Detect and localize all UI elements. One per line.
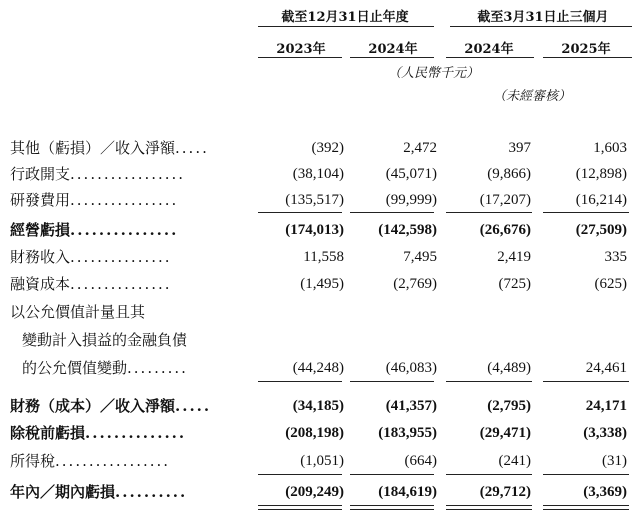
cell-value: (1,495) — [300, 276, 344, 292]
header-rule — [450, 26, 632, 27]
cell-value: (27,509) — [575, 222, 627, 238]
row-label: 其他（虧損）／收入淨額..... — [10, 139, 209, 157]
cell-value: (29,712) — [479, 484, 531, 500]
total-double-rule — [350, 505, 434, 510]
cell-value: 2,472 — [403, 140, 437, 156]
cell-value: (17,207) — [479, 192, 531, 208]
cell-value: 335 — [604, 249, 627, 265]
cell-value: (625) — [594, 276, 627, 292]
cell-value: 397 — [508, 140, 531, 156]
row-label: 年內／期內虧損.......... — [10, 483, 188, 501]
table-row — [0, 300, 640, 324]
row-label: 變動計入損益的金融負債 — [22, 331, 188, 349]
cell-value: (725) — [498, 276, 531, 292]
header-rule — [258, 26, 434, 27]
period-header-year-end: 截至12月31日止年度 — [281, 10, 409, 25]
cell-value: (16,214) — [575, 192, 627, 208]
subtotal-rule — [543, 381, 629, 382]
subtotal-rule — [543, 212, 629, 213]
year-rule — [350, 57, 434, 58]
year-rule — [446, 57, 534, 58]
cell-value: (209,249) — [285, 484, 344, 500]
row-label: 以公允價值計量且其 — [10, 303, 146, 321]
cell-value: (44,248) — [292, 360, 344, 376]
subtotal-rule — [350, 474, 434, 475]
table-row — [0, 136, 640, 160]
table-row — [0, 245, 640, 269]
row-label: 除稅前虧損.............. — [10, 424, 187, 442]
cell-value: (4,489) — [487, 360, 531, 376]
cell-value: (3,369) — [583, 484, 627, 500]
row-label: 財務收入............... — [10, 248, 172, 266]
subtotal-rule — [446, 212, 532, 213]
cell-value: (46,083) — [385, 360, 437, 376]
table-row — [0, 328, 640, 352]
cell-value: (9,866) — [487, 166, 531, 182]
table-row-loss-before-tax — [0, 421, 640, 445]
cell-value: (99,999) — [385, 192, 437, 208]
subtotal-rule — [446, 474, 532, 475]
subtotal-rule — [543, 474, 629, 475]
cell-value: (2,795) — [487, 398, 531, 414]
cell-value: (3,338) — [583, 425, 627, 441]
subtotal-rule — [350, 212, 434, 213]
row-label: 融資成本............... — [10, 275, 172, 293]
table-row — [0, 162, 640, 186]
cell-value: (174,013) — [285, 222, 344, 238]
year-header-2024-q1: 2024年 — [464, 42, 514, 57]
year-header-2023: 2023年 — [276, 42, 326, 57]
row-label: 經營虧損............... — [10, 221, 179, 239]
cell-value: 7,495 — [403, 249, 437, 265]
cell-value: (12,898) — [575, 166, 627, 182]
period-header-three-months: 截至3月31日止三個月 — [477, 10, 609, 25]
cell-value: (26,676) — [479, 222, 531, 238]
cell-value: (1,051) — [300, 453, 344, 469]
row-label: 財務（成本）／收入淨額..... — [10, 397, 212, 415]
subtotal-rule — [258, 474, 342, 475]
cell-value: (34,185) — [292, 398, 344, 414]
total-double-rule — [543, 505, 629, 510]
table-row-operating-loss — [0, 218, 640, 242]
row-label: 所得稅................. — [10, 452, 171, 470]
cell-value: (664) — [404, 453, 437, 469]
total-double-rule — [258, 505, 342, 510]
cell-value: (241) — [498, 453, 531, 469]
cell-value: 24,461 — [585, 360, 627, 376]
cell-value: 11,558 — [303, 249, 344, 265]
subtotal-rule — [350, 381, 434, 382]
cell-value: 2,419 — [497, 249, 531, 265]
cell-value: (184,619) — [378, 484, 437, 500]
cell-value: (2,769) — [393, 276, 437, 292]
table-row-net-finance — [0, 394, 640, 418]
cell-value: (392) — [311, 140, 344, 156]
currency-note: （人民幣千元） — [388, 66, 480, 81]
cell-value: (183,955) — [378, 425, 437, 441]
cell-value: (38,104) — [292, 166, 344, 182]
subtotal-rule — [446, 381, 532, 382]
cell-value: (31) — [602, 453, 627, 469]
cell-value: (208,198) — [285, 425, 344, 441]
year-rule — [258, 57, 342, 58]
table-row — [0, 449, 640, 473]
row-label: 的公允價值變動......... — [22, 359, 188, 377]
year-header-2025-q1: 2025年 — [561, 42, 611, 57]
cell-value: 24,171 — [585, 398, 627, 414]
table-row — [0, 188, 640, 212]
total-double-rule — [446, 505, 532, 510]
year-header-2024: 2024年 — [368, 42, 418, 57]
cell-value: (135,517) — [285, 192, 344, 208]
row-label: 行政開支................. — [10, 165, 186, 183]
row-label: 研發費用................ — [10, 191, 179, 209]
cell-value: (45,071) — [385, 166, 437, 182]
unaudited-note: （未經審核） — [493, 89, 572, 104]
cell-value: 1,603 — [593, 140, 627, 156]
table-row — [0, 272, 640, 296]
subtotal-rule — [258, 381, 342, 382]
subtotal-rule — [258, 212, 342, 213]
table-row — [0, 356, 640, 380]
table-row-loss-for-period — [0, 480, 640, 504]
cell-value: (29,471) — [479, 425, 531, 441]
cell-value: (41,357) — [385, 398, 437, 414]
year-rule — [543, 57, 632, 58]
cell-value: (142,598) — [378, 222, 437, 238]
